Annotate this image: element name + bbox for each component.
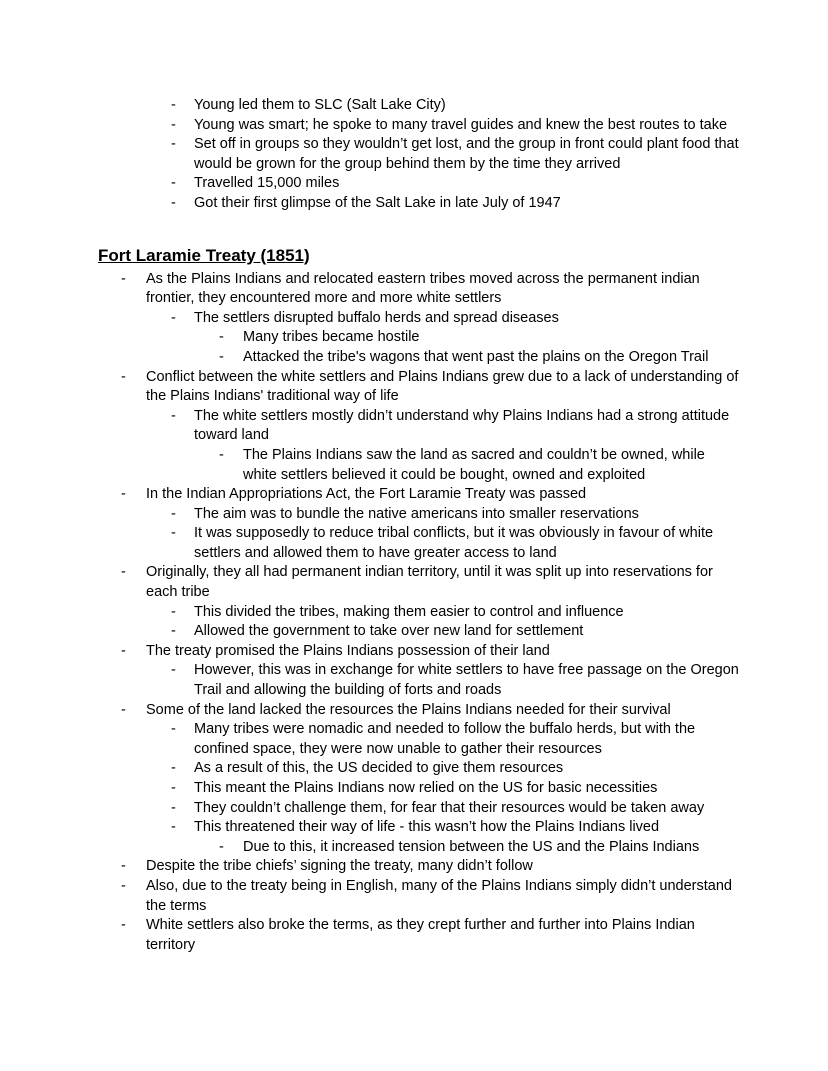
list-item xyxy=(98,446,740,485)
list-item xyxy=(98,622,740,642)
list-item-text: Attacked the tribe's wagons that went past the plains on the Oregon Trail xyxy=(243,348,709,365)
list-item xyxy=(98,642,740,662)
list-item-text: Many tribes became hostile xyxy=(243,329,420,346)
bullet-dash-icon: - xyxy=(121,368,126,385)
list-item-text: However, this was in exchange for white settlers to have free passage on the Oregon Trail and allowing the building of forts and roads xyxy=(194,662,739,699)
section-heading: Fort Laramie Treaty (1851) xyxy=(98,245,310,265)
list-item-text: Travelled 15,000 miles xyxy=(194,175,340,192)
list-item-text: In the Indian Appropriations Act, the Fort Laramie Treaty was passed xyxy=(146,486,587,503)
list-item-text: Allowed the government to take over new land for settlement xyxy=(194,623,584,640)
list-item xyxy=(98,661,740,700)
list-item xyxy=(98,368,740,407)
list-item-text: The treaty promised the Plains Indians possession of their land xyxy=(146,642,550,659)
list-item xyxy=(98,116,740,136)
bullet-dash-icon: - xyxy=(171,407,176,424)
intro-bullet-list xyxy=(98,96,740,214)
bullet-dash-icon: - xyxy=(171,603,176,620)
list-item-text: Due to this, it increased tension between the US and the Plains Indians xyxy=(243,838,700,855)
bullet-dash-icon: - xyxy=(171,721,176,738)
list-item xyxy=(98,720,740,759)
list-item xyxy=(98,524,740,563)
bullet-dash-icon: - xyxy=(171,819,176,836)
list-item-text: This meant the Plains Indians now relied on the US for basic necessities xyxy=(194,780,658,796)
document-page xyxy=(98,96,740,955)
bullet-dash-icon: - xyxy=(121,642,126,659)
list-item xyxy=(98,799,740,819)
list-item-text: The white settlers mostly didn’t understand why Plains Indians had a strong attitude toward land xyxy=(194,407,730,444)
bullet-dash-icon: - xyxy=(171,116,176,133)
bullet-dash-icon: - xyxy=(171,309,176,326)
list-item xyxy=(98,135,740,174)
bullet-dash-icon: - xyxy=(171,760,176,777)
list-item-text: This divided the tribes, making them easier to control and influence xyxy=(194,603,624,620)
list-item xyxy=(98,838,740,858)
list-item-text: Young led them to SLC (Salt Lake City) xyxy=(194,97,446,113)
bullet-dash-icon: - xyxy=(171,505,176,522)
bullet-dash-icon: - xyxy=(171,799,176,816)
list-item-text: As a result of this, the US decided to give them resources xyxy=(194,760,564,777)
list-item xyxy=(98,348,740,368)
bullet-dash-icon: - xyxy=(171,97,176,113)
bullet-dash-icon: - xyxy=(219,446,224,463)
bullet-dash-icon: - xyxy=(171,175,176,192)
bullet-dash-icon: - xyxy=(121,701,126,718)
list-item xyxy=(98,174,740,194)
list-item xyxy=(98,916,740,955)
list-item xyxy=(98,877,740,916)
list-item xyxy=(98,818,740,838)
bullet-dash-icon: - xyxy=(171,623,176,640)
bullet-dash-icon: - xyxy=(121,486,126,503)
list-item xyxy=(98,96,740,116)
list-item xyxy=(98,701,740,721)
list-item-text: The Plains Indians saw the land as sacred and couldn’t be owned, while white settlers believed it could be bought, owned and exploited xyxy=(243,446,705,483)
list-item-text: The settlers disrupted buffalo herds and spread diseases xyxy=(194,309,559,326)
list-item-text: The aim was to bundle the native americans into smaller reservations xyxy=(194,505,639,522)
bullet-dash-icon: - xyxy=(121,917,126,934)
section-bullet-list xyxy=(98,270,740,956)
bullet-dash-icon: - xyxy=(219,329,224,346)
list-item-text: This threatened their way of life - this wasn’t how the Plains Indians lived xyxy=(194,819,660,836)
list-item xyxy=(98,779,740,799)
bullet-dash-icon: - xyxy=(171,136,176,153)
bullet-dash-icon: - xyxy=(171,780,176,796)
list-item xyxy=(98,270,740,309)
list-item-text: Some of the land lacked the resources the Plains Indians needed for their survival xyxy=(146,701,671,718)
list-item xyxy=(98,857,740,877)
list-item-text: Set off in groups so they wouldn’t get lost, and the group in front could plant food that would be grown for the group behind them by the time they arrived xyxy=(194,136,739,172)
list-item-text: Got their first glimpse of the Salt Lake in late July of 1947 xyxy=(194,194,561,211)
list-item-text: It was supposedly to reduce tribal conflicts, but it was obviously in favour of white settlers and allowed them to have greater access to land xyxy=(194,525,714,561)
list-item-text: White settlers also broke the terms, as they crept further and further into Plains Indian territory xyxy=(146,917,695,953)
list-item xyxy=(98,407,740,446)
list-item-text: Also, due to the treaty being in English, many of the Plains Indians simply didn’t understand the terms xyxy=(146,877,732,914)
bullet-dash-icon: - xyxy=(219,348,224,365)
list-item-text: Despite the tribe chiefs’ signing the treaty, many didn’t follow xyxy=(146,858,533,875)
bullet-dash-icon: - xyxy=(219,838,224,855)
bullet-dash-icon: - xyxy=(121,564,126,581)
list-item-text: As the Plains Indians and relocated eastern tribes moved across the permanent indian frontier, they encountered more and more white settlers xyxy=(146,270,700,307)
list-item-text: They couldn’t challenge them, for fear that their resources would be taken away xyxy=(194,799,705,816)
bullet-dash-icon: - xyxy=(121,858,126,875)
list-item-text: Young was smart; he spoke to many travel guides and knew the best routes to take xyxy=(194,116,728,133)
list-item xyxy=(98,194,740,214)
list-item xyxy=(98,563,740,602)
list-item-text: Originally, they all had permanent indian territory, until it was split up into reservations for each tribe xyxy=(146,564,713,601)
list-item xyxy=(98,309,740,329)
list-item xyxy=(98,505,740,525)
list-item xyxy=(98,485,740,505)
bullet-dash-icon: - xyxy=(171,194,176,211)
list-item xyxy=(98,603,740,623)
bullet-dash-icon: - xyxy=(121,877,126,894)
list-item xyxy=(98,759,740,779)
list-item-text: Conflict between the white settlers and Plains Indians grew due to a lack of understanding of the Plains Indians' traditional way of life xyxy=(146,368,739,405)
list-item-text: Many tribes were nomadic and needed to follow the buffalo herds, but with the confined space, they were now unable to gather their resources xyxy=(194,721,696,757)
list-item xyxy=(98,328,740,348)
bullet-dash-icon: - xyxy=(171,662,176,679)
bullet-dash-icon: - xyxy=(171,525,176,542)
bullet-dash-icon: - xyxy=(121,270,126,287)
